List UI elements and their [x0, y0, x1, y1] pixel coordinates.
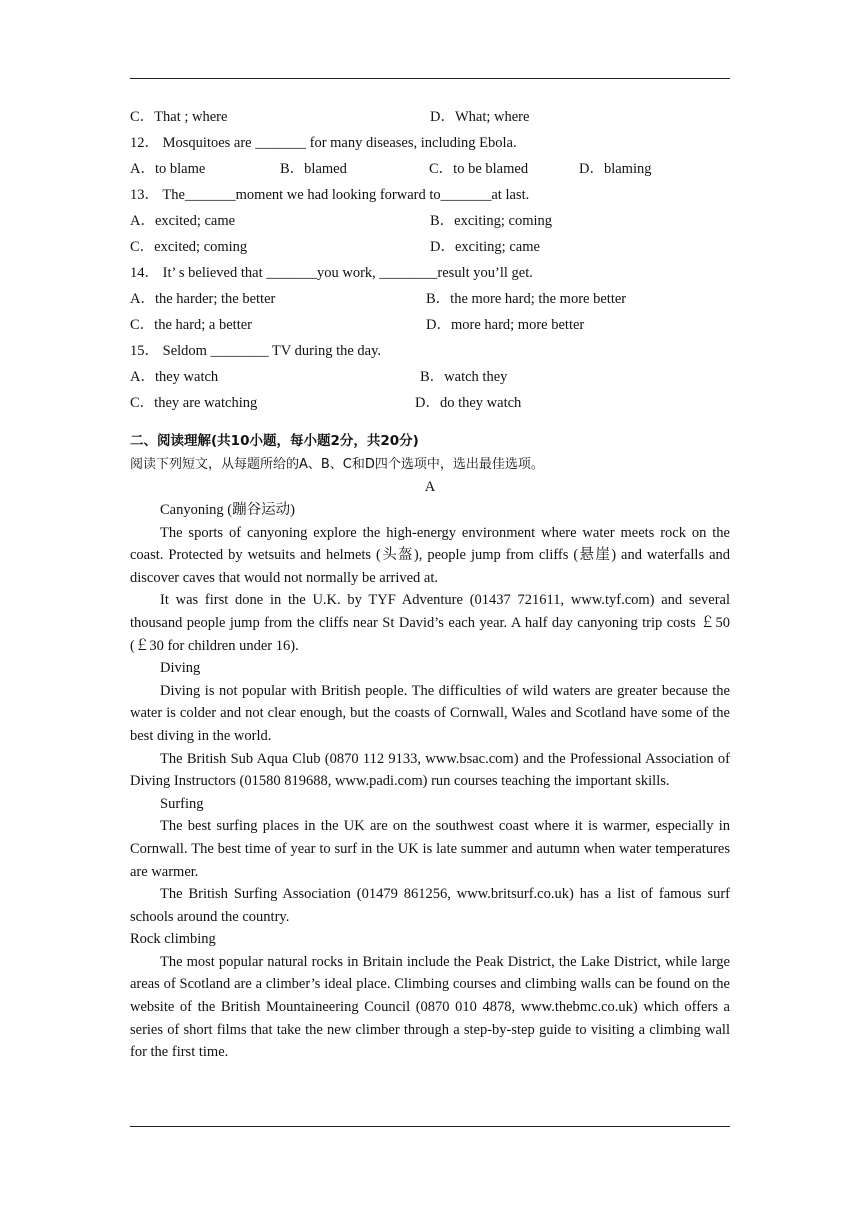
option-b: B．exciting; coming [430, 213, 553, 229]
section-instructions: 阅读下列短文，从每题所给的A、B、C和D四个选项中，选出最佳选项。 [130, 457, 544, 472]
canyoning-heading: Canyoning (蹦谷运动) [160, 502, 295, 518]
surfing-paragraph-1: The best surfing places in the UK are on the southwest coast where it is warmer, especially in Cornwall. The best time of year to surf in the UK is late summer and autumn when water temperatures are warmer. [130, 818, 730, 880]
option-a: A．to blame [130, 161, 206, 177]
question-13-options-ab [130, 208, 730, 234]
question-13-options-cd [130, 234, 730, 260]
option-d: D．exciting; came [430, 239, 540, 255]
question-13-stem: 13． The_______moment we had looking forward to_______at last. [130, 187, 530, 203]
option-c: C．excited; coming [130, 239, 248, 255]
page-content [130, 104, 730, 1064]
option-b: B．blamed [280, 161, 347, 177]
question-15-stem: 15． Seldom ________ TV during the day. [130, 343, 382, 359]
question-12-stem: 12． Mosquitoes are _______ for many diseases, including Ebola. [130, 135, 517, 151]
question-14-stem: 14． It’ s believed that _______you work, ________result you’ll get. [130, 265, 533, 281]
option-b: B．watch they [420, 369, 508, 385]
option-b: B．the more hard; the more better [426, 291, 627, 307]
option-d: D．do they watch [415, 395, 522, 411]
surfing-paragraph-2: The British Surfing Association (01479 861256, www.britsurf.co.uk) has a list of famous surf schools around the country. [130, 886, 730, 925]
option-a: A．the harder; the better [130, 291, 276, 307]
question-15-options-ab [130, 364, 730, 390]
question-14-options-ab [130, 286, 730, 312]
option-d: D．blaming [579, 161, 652, 177]
option-c: C．That ; where [130, 109, 228, 125]
question-11-options [130, 104, 730, 130]
header-rule [130, 78, 730, 79]
section-title: 二、阅读理解(共10小题，每小题2分，共20分) [130, 433, 419, 449]
climbing-heading: Rock climbing [130, 931, 216, 948]
diving-paragraph-2: The British Sub Aqua Club (0870 112 9133, www.bsac.com) and the Professional Association of Diving Instructors (01580 819688, www.padi.com) run courses teaching the important skills. [130, 750, 730, 790]
option-d: D．more hard; more better [426, 317, 585, 333]
diving-paragraph-1: Diving is not popular with British people. The difficulties of wild waters are greater because the water is colder and not clear enough, but the coasts of Cornwall, Wales and Scotland have some of the best diving in the world. [130, 682, 730, 744]
question-15-options-cd [130, 390, 730, 416]
option-c: C．the hard; a better [130, 317, 252, 333]
diving-heading: Diving [160, 660, 201, 677]
option-d: D．What; where [430, 109, 530, 125]
option-c: C．to be blamed [429, 161, 529, 177]
passage-label: A [424, 479, 436, 495]
canyoning-paragraph-1: The sports of canyoning explore the high-energy environment where water meets rock on the coast. Protected by wetsuits and helmets (头盔), people jump from cliffs (悬崖) and waterfalls and discover caves that would not normally be arrived at. [130, 524, 730, 586]
option-a: A．they watch [130, 369, 219, 385]
option-a: A．excited; came [130, 213, 236, 229]
footer-rule [130, 1126, 730, 1127]
option-c: C．they are watching [130, 395, 258, 411]
question-14-options-cd [130, 312, 730, 338]
question-12-options [130, 156, 730, 182]
climbing-paragraph-1: The most popular natural rocks in Britain include the Peak District, the Lake District, while large areas of Scotland are a climber’s ideal place. Climbing courses and climbing walls can be found on the website of the British Mountaineering Council (0870 010 4878, www.thebmc.co.uk) which offers a series of short films that take the new climber through a step-by-step guide to visiting a climbing wall for the first time. [130, 953, 730, 1061]
surfing-heading: Surfing [160, 795, 204, 812]
canyoning-paragraph-2: It was first done in the U.K. by TYF Adventure (01437 721611, www.tyf.com) and several thousand people jump from the cliffs near St David’s each year. A half day canyoning trip costs ￡50 (￡30 for children under 16). [130, 592, 730, 654]
